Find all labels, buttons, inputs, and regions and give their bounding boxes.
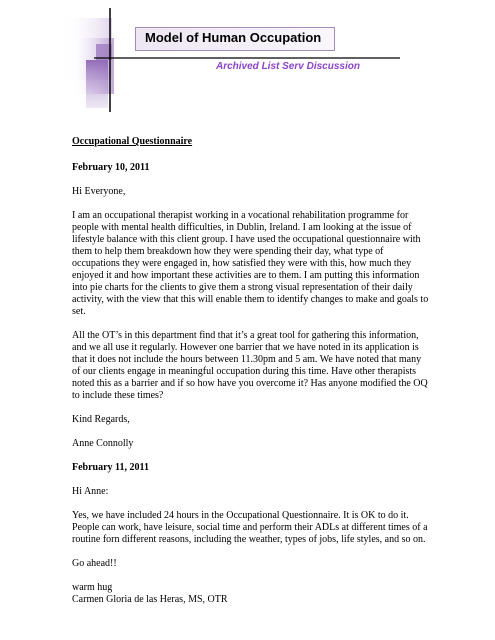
greeting-1: Hi Everyone, [72, 186, 126, 197]
paragraph-line: routine forn different reasons, including the weather, types of jobs, life styles, and so on. [72, 534, 426, 545]
paragraph-line: and we all use it regularly. However one barrier that we have noted in its application is [72, 342, 419, 353]
paragraph-line: them to help them breakdown how they were spending their day, what type of [72, 246, 384, 257]
paragraph-line: I am an occupational therapist working in a vocational rehabilitation programme for [72, 210, 409, 221]
paragraph-line: people with mental health difficulties, in Dublin, Ireland. I am looking at the issue of [72, 222, 412, 233]
paragraph-line: of our clients engage in meaningful occupation during this time. Have other therapists [72, 366, 417, 377]
closing-1: Kind Regards, [72, 414, 130, 425]
closing-block-2 [72, 582, 432, 606]
signature-1: Anne Connolly [72, 438, 134, 449]
paragraph-line: activity, with the view that this will enable them to identify changes to make and goals to [72, 294, 429, 305]
paragraph-2 [72, 330, 432, 402]
deco-square-dark [86, 60, 108, 108]
paragraph-line: enjoyed it and how important these activities are to them. I am putting this information [72, 270, 420, 281]
paragraph-line: All the OT’s in this department find that it’s a great tool for gathering this information, [72, 330, 419, 341]
document-body [72, 136, 432, 606]
post-date-2: February 11, 2011 [72, 462, 149, 473]
paragraph-line: lifestyle balance with this client group. I have used the occupational questionnaire with [72, 234, 421, 245]
paragraph-1 [72, 210, 432, 318]
page-title: Model of Human Occupation [145, 30, 322, 45]
section-title: Occupational Questionnaire [72, 136, 193, 147]
signature-2: Carmen Gloria de las Heras, MS, OTR [72, 594, 228, 605]
paragraph-line: People can work, have leisure, social time and perform their ADLs at different times of a [72, 522, 428, 533]
title-box [135, 27, 335, 51]
paragraph-line: set. [72, 306, 86, 317]
paragraph-line: that it does not include the hours between 11.30pm and 5 am. We have noted that many [72, 354, 422, 365]
post-date-1: February 10, 2011 [72, 162, 150, 173]
go-ahead: Go ahead!! [72, 558, 117, 569]
greeting-2: Hi Anne: [72, 486, 109, 497]
paragraph-line: into pie charts for the clients to give them a strong visual representation of their daily [72, 282, 413, 293]
paragraph-line: Yes, we have included 24 hours in the Occupational Questionnaire. It is OK to do it. [72, 510, 409, 521]
paragraph-3 [72, 510, 432, 546]
closing-2: warm hug [72, 582, 113, 593]
paragraph-line: to include these times? [72, 390, 164, 401]
page-subtitle: Archived List Serv Discussion [216, 61, 360, 72]
paragraph-line: noted this as a barrier and if so how have you overcome it? Has anyone modified the OQ [72, 378, 428, 389]
paragraph-line: occupations they were engaged in, how satisfied they were with this, how much they [72, 258, 412, 269]
